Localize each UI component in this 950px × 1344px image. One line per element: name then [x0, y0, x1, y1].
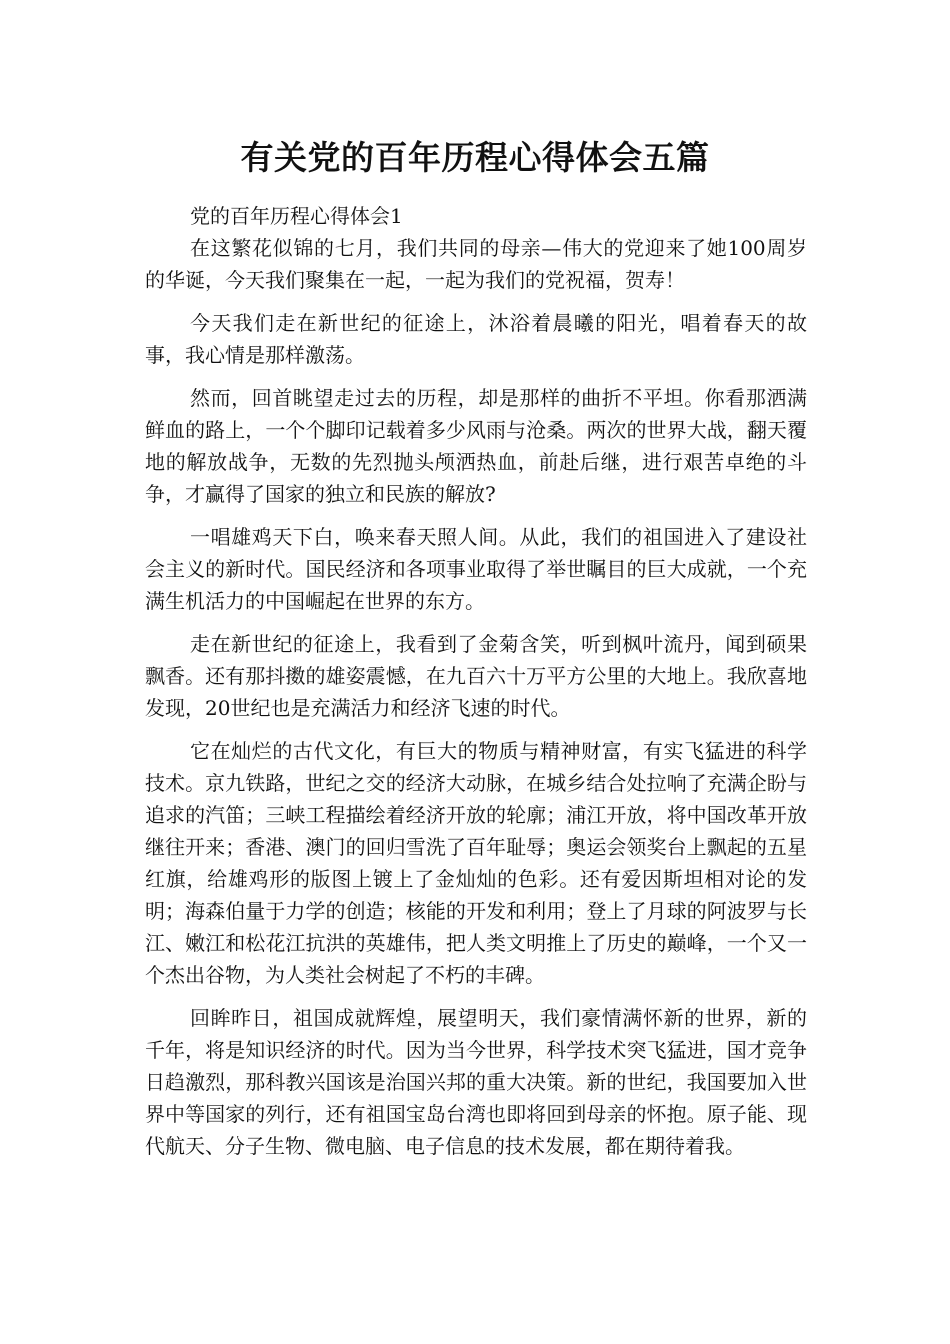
document-title: 有关党的百年历程心得体会五篇: [240, 138, 710, 177]
paragraph: 然而，回首眺望走过去的历程，却是那样的曲折不平坦。你看那洒满鲜血的路上，一个个脚印记载着多少风雨与沧桑。两次的世界大战，翻天覆地的解放战争，无数的先烈抛头颅洒热血，前赴后继，进行艰苦卓绝的斗争，才赢得了国家的独立和民族的解放?: [145, 386, 807, 506]
paragraph: 它在灿烂的古代文化，有巨大的物质与精神财富，有实飞猛进的科学技术。京九铁路，世纪之交的经济大动脉，在城乡结合处拉响了充满企盼与追求的汽笛；三峡工程描绘着经济开放的轮廓；浦江开放，将中国改革开放继往开来；香港、澳门的回归雪洗了百年耻辱；奥运会领奖台上飘起的五星红旗，给雄鸡形的版图上镀上了金灿灿的色彩。还有爱因斯坦相对论的发明；海森伯量于力学的创造；核能的开发和利用；登上了月球的阿波罗与长江、嫩江和松花江抗洪的英雄伟，把人类文明推上了历史的巅峰，一个又一个杰出谷物，为人类社会树起了不朽的丰碑。: [145, 739, 807, 987]
section-subtitle: 党的百年历程心得体会1: [190, 204, 403, 228]
paragraph: 今天我们走在新世纪的征途上，沐浴着晨曦的阳光，唱着春天的故事，我心情是那样激荡。: [145, 311, 807, 367]
paragraph: 在这繁花似锦的七月，我们共同的母亲—伟大的党迎来了她100周岁的华诞，今天我们聚集在一起，一起为我们的党祝福，贺寿！: [145, 236, 807, 292]
paragraph: 一唱雄鸡天下白，唤来春天照人间。从此，我们的祖国进入了建设社会主义的新时代。国民经济和各项事业取得了举世瞩目的巨大成就，一个充满生机活力的中国崛起在世界的东方。: [145, 525, 807, 613]
paragraph: 走在新世纪的征途上，我看到了金菊含笑，听到枫叶流丹，闻到硕果飘香。还有那抖擞的雄姿震憾，在九百六十万平方公里的大地上。我欣喜地发现，20世纪也是充满活力和经济飞速的时代。: [145, 632, 807, 720]
document-body: [145, 200, 807, 1173]
paragraph: 回眸昨日，祖国成就辉煌，展望明天，我们豪情满怀新的世界，新的千年，将是知识经济的时代。因为当今世界，科学技术突飞猛进，国才竞争日趋激烈，那科教兴国该是治国兴邦的重大决策。新的世纪，我国要加入世界中等国家的列行，还有祖国宝岛台湾也即将回到母亲的怀抱。原子能、现代航天、分子生物、微电脑、电子信息的技术发展，都在期待着我。: [145, 1006, 807, 1158]
